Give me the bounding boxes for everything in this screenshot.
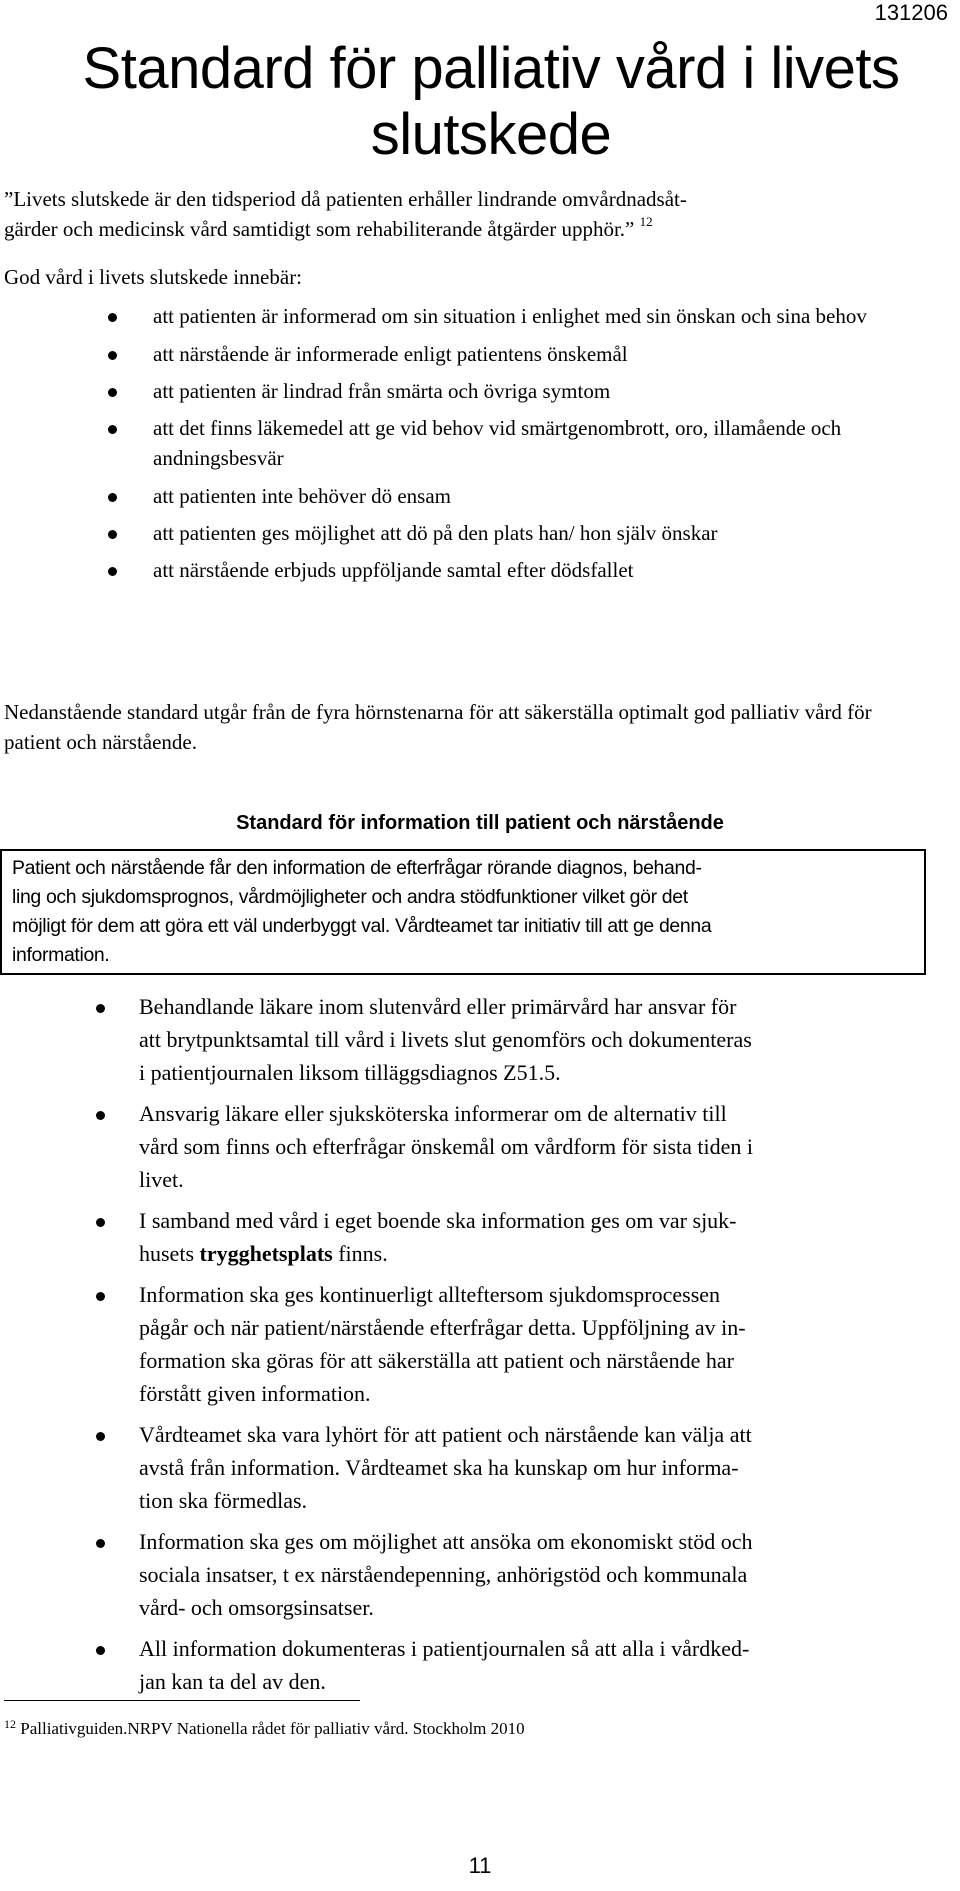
footnote-number: 12 bbox=[4, 1717, 16, 1731]
footnote-separator bbox=[4, 1700, 360, 1701]
footnote-reference[interactable]: 12 bbox=[639, 214, 653, 229]
list-item-line: jan kan ta del av den. bbox=[139, 1669, 326, 1694]
bullet-icon bbox=[96, 1111, 105, 1120]
box-line: Patient och närstående får den information de efterfrågar rörande diagnos, behand- bbox=[12, 857, 702, 879]
box-line: möjligt för dem att göra ett väl underbyggt val. Vårdteamet tar initiativ till att ge denna bbox=[12, 915, 712, 937]
bullet-icon bbox=[108, 567, 117, 576]
good-care-list bbox=[0, 301, 960, 585]
bullet-icon bbox=[96, 1432, 105, 1441]
list-item-line: förstått given information. bbox=[139, 1381, 371, 1406]
list-item bbox=[0, 1278, 919, 1410]
intro-line: ”Livets slutskede är den tidsperiod då patienten erhåller lindrande omvårdnadsåt- bbox=[4, 187, 687, 211]
list-item-line: Vårdteamet ska vara lyhört för att patient och närstående kan välja att bbox=[139, 1422, 752, 1447]
list-item-line: Information ska ges om möjlighet att ansöka om ekonomiskt stöd och bbox=[139, 1529, 753, 1554]
info-standard-box bbox=[0, 849, 926, 975]
list-item-line: i patientjournalen liksom tilläggsdiagnos Z51.5. bbox=[139, 1060, 561, 1085]
list-item bbox=[0, 481, 883, 511]
list-item-line: vård- och omsorgsinsatser. bbox=[139, 1595, 374, 1620]
list-item-line: avstå från information. Vårdteamet ska ha kunskap om hur informa- bbox=[139, 1455, 739, 1480]
list-item bbox=[0, 413, 883, 473]
box-line: ling och sjukdomsprognos, vårdmöjligheter och andra stödfunktioner vilket gör det bbox=[12, 886, 688, 908]
bullet-icon bbox=[108, 388, 117, 397]
list-item bbox=[0, 1525, 919, 1624]
bullet-icon bbox=[108, 493, 117, 502]
info-standard-heading: Standard för information till patient och närstående bbox=[236, 812, 724, 834]
list-item-line: Information ska ges kontinuerligt allteftersom sjukdomsprocessen bbox=[139, 1282, 721, 1307]
box-line: information. bbox=[12, 944, 110, 966]
list-item-text: att närstående är informerade enligt patientens önskemål bbox=[153, 342, 628, 366]
bullet-icon bbox=[96, 1292, 105, 1301]
bullet-icon bbox=[96, 1004, 105, 1013]
footnote-text: Palliativguiden.NRPV Nationella rådet för palliativ vård. Stockholm 2010 bbox=[20, 1719, 525, 1738]
list-item bbox=[0, 1632, 919, 1698]
list-item-text: att patienten ges möjlighet att dö på den plats han/ hon själv önskar bbox=[153, 521, 718, 545]
list-item-line: formation ska göras för att säkerställa att patient och närstående har bbox=[139, 1348, 734, 1373]
list-item bbox=[0, 555, 883, 585]
list-item-line: sociala insatser, t ex närståendepenning, anhörigstöd och kommunala bbox=[139, 1562, 748, 1587]
bullet-icon bbox=[108, 530, 117, 539]
footnote bbox=[4, 1718, 525, 1740]
list-item-text: att närstående erbjuds uppföljande samtal efter dödsfallet bbox=[153, 558, 634, 582]
document-id: 131206 bbox=[874, 0, 948, 25]
page-number: 11 bbox=[468, 1853, 492, 1878]
list-item-line: tion ska förmedlas. bbox=[139, 1488, 308, 1513]
list-item bbox=[0, 1418, 919, 1517]
list-item bbox=[0, 990, 919, 1089]
bullet-icon bbox=[108, 351, 117, 360]
list-item-text: husets bbox=[139, 1241, 200, 1266]
emphasis-trygghetsplats: trygghetsplats bbox=[199, 1241, 333, 1266]
list-item-text: att patienten är informerad om sin situation i enlighet med sin önskan och sina behov bbox=[153, 304, 867, 328]
bullet-icon bbox=[108, 313, 117, 322]
list-item-line: vård som finns och efterfrågar önskemål om vårdform för sista tiden i bbox=[139, 1134, 753, 1159]
bullet-icon bbox=[96, 1646, 105, 1655]
list-item-line: livet. bbox=[139, 1167, 184, 1192]
list-item-line: pågår och när patient/närstående efterfrågar detta. Uppföljning av in- bbox=[139, 1315, 746, 1340]
intro-quote bbox=[4, 184, 909, 244]
list-item bbox=[0, 1097, 919, 1196]
list-item-text: finns. bbox=[332, 1241, 388, 1266]
intro-line bbox=[4, 214, 909, 244]
list-item bbox=[0, 518, 883, 548]
list-item-line: Ansvarig läkare eller sjuksköterska informerar om de alternativ till bbox=[139, 1101, 727, 1126]
good-care-lead: God vård i livets slutskede innebär: bbox=[4, 265, 303, 289]
info-requirements-list bbox=[0, 990, 919, 1698]
bullet-icon bbox=[108, 425, 117, 434]
intro-line-text: gärder och medicinsk vård samtidigt som rehabiliterande åtgärder upphör.” bbox=[4, 217, 635, 241]
list-item-text: att patienten inte behöver dö ensam bbox=[153, 484, 451, 508]
page-title: Standard för palliativ vård i livets slutskede bbox=[82, 36, 900, 167]
list-item bbox=[0, 1204, 919, 1270]
list-item-line bbox=[139, 1237, 919, 1270]
list-item-line: All information dokumenteras i patientjournalen så att alla i vårdked- bbox=[139, 1636, 750, 1661]
list-item bbox=[0, 301, 883, 331]
list-item-text: att det finns läkemedel att ge vid behov vid smärtgenombrott, oro, illamående och andningsbesvär bbox=[153, 416, 842, 470]
list-item-line: I samband med vård i eget boende ska information ges om var sjuk- bbox=[139, 1208, 737, 1233]
bullet-icon bbox=[96, 1218, 105, 1227]
standard-intro-paragraph: Nedanstående standard utgår från de fyra hörnstenarna för att säkerställa optimalt god palliativ vård för patient och närstående. bbox=[4, 700, 872, 754]
list-item-line: att brytpunktsamtal till vård i livets slut genomförs och dokumenteras bbox=[139, 1027, 752, 1052]
bullet-icon bbox=[96, 1539, 105, 1548]
list-item-line: Behandlande läkare inom slutenvård eller primärvård har ansvar för bbox=[139, 994, 737, 1019]
list-item-text: att patienten är lindrad från smärta och övriga symtom bbox=[153, 379, 611, 403]
list-item bbox=[0, 339, 883, 369]
list-item bbox=[0, 376, 883, 406]
